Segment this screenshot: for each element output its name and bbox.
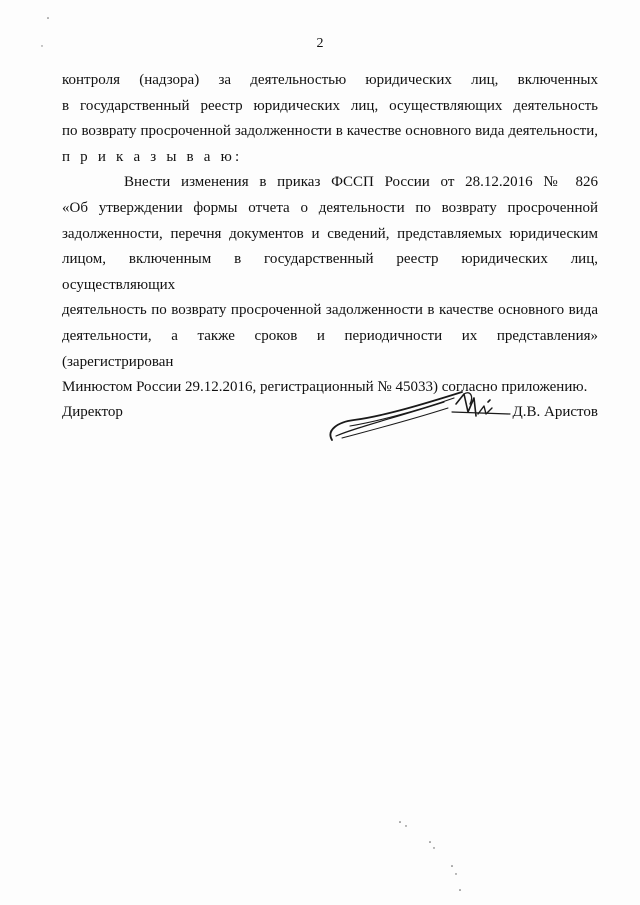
- text-line: деятельности, а также сроков и периодичности их представления» (зарегистрирован: [62, 327, 598, 370]
- text-line: контроля (надзора) за деятельностью юридических лиц, включенных: [62, 72, 598, 88]
- text-line: по возврату просроченной задолженности в качестве основного вида деятельности,: [62, 123, 598, 140]
- text-line: «Об утверждении формы отчета о деятельности по возврату просроченной: [62, 199, 598, 216]
- text-line: задолженности, перечня документов и сведений, представляемых юридическим: [62, 225, 598, 242]
- signer-name: Д.В. Аристов: [512, 404, 598, 420]
- text-line: в государственный реестр юридических лиц, осуществляющих деятельность: [62, 97, 598, 114]
- text-line: лицом, включенным в государственный реестр юридических лиц, осуществляющих: [62, 251, 598, 293]
- text-line: деятельность по возврату просроченной задолженности в качестве основного вида: [62, 302, 598, 319]
- signer-position: Директор: [62, 404, 123, 420]
- text-line: Минюстом России 29.12.2016, регистрационный № 45033) согласно приложению.: [62, 379, 588, 396]
- order-keyword: п р и к а з ы в а ю:: [62, 148, 243, 165]
- text-line: Внести изменения в приказ ФССП России от 28.12.2016 № 826: [124, 174, 598, 191]
- page-number: 2: [316, 36, 324, 51]
